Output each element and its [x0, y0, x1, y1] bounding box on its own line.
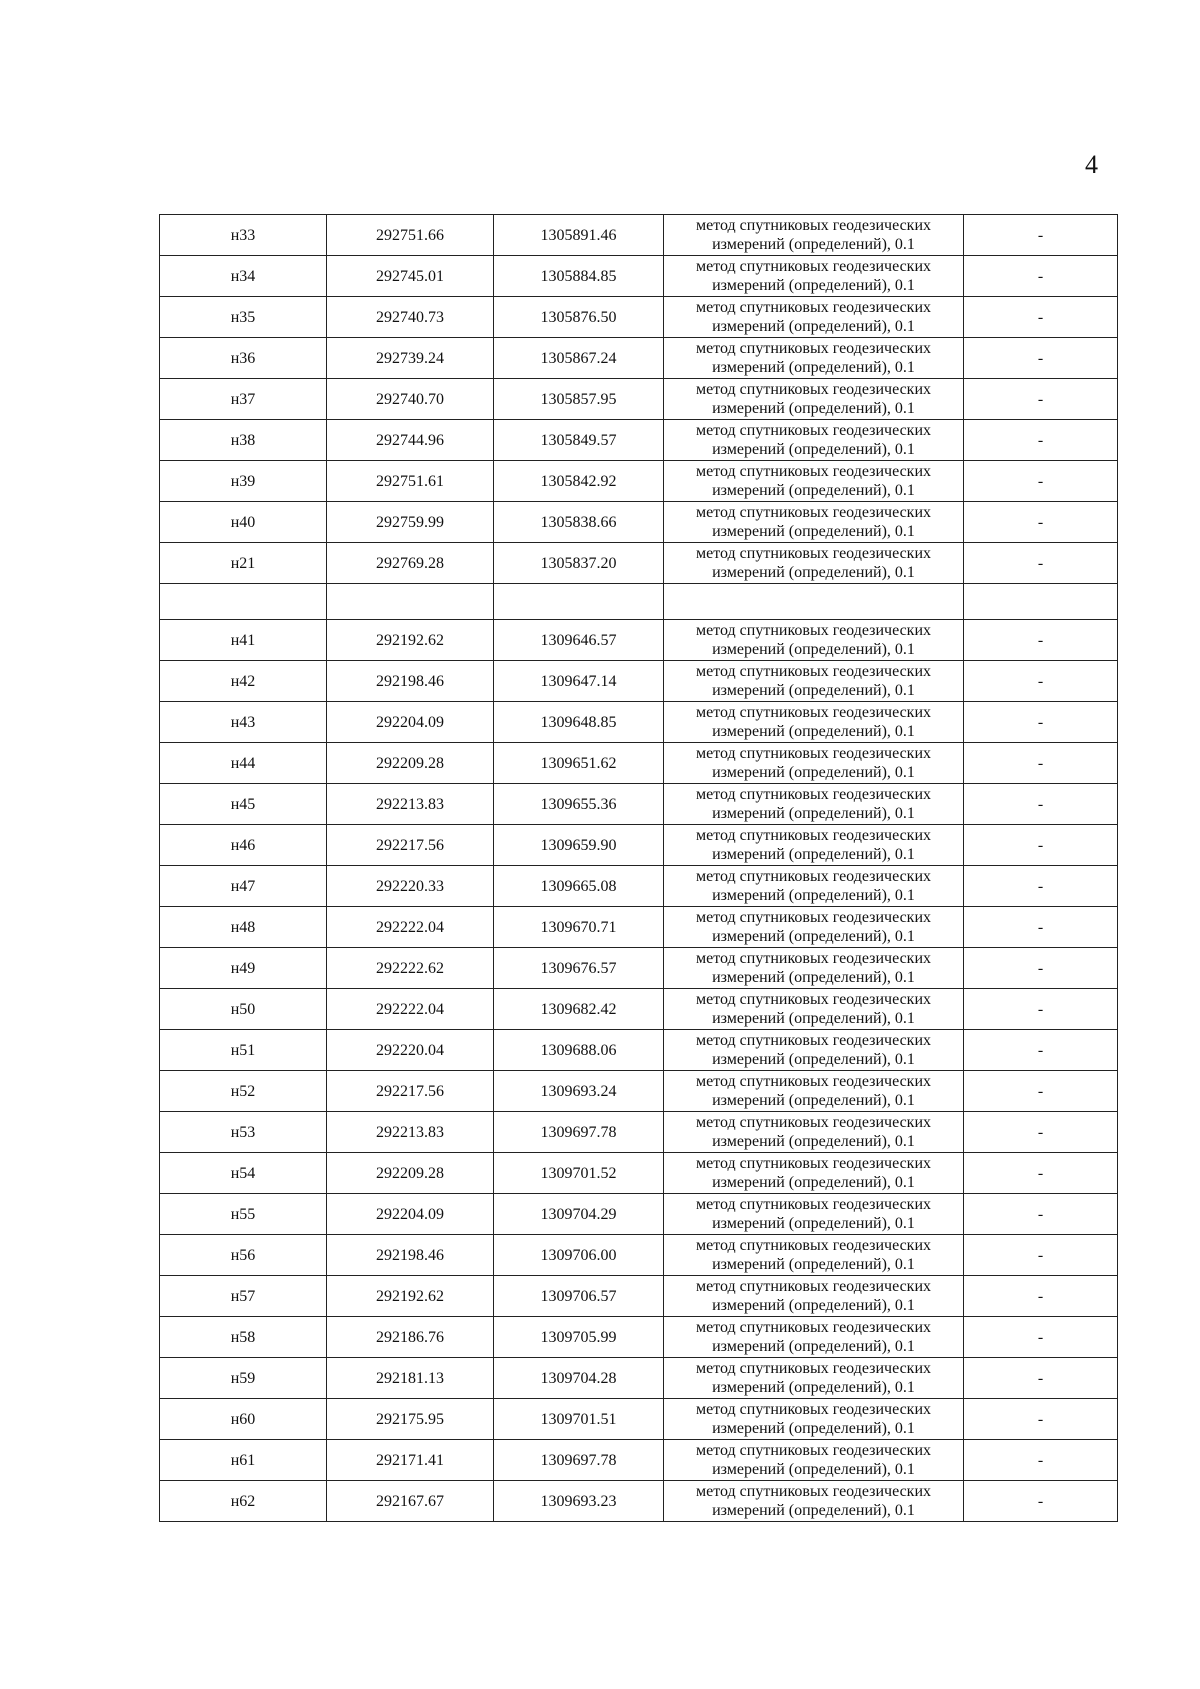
method-cell — [664, 825, 964, 866]
point-name-cell: н46 — [160, 825, 327, 866]
y-coordinate-cell: 1309682.42 — [494, 989, 664, 1030]
method-line-1: метод спутниковых геодезических — [695, 1483, 932, 1500]
y-coordinate-cell: 1309670.71 — [494, 907, 664, 948]
x-coordinate-cell: 292769.28 — [327, 543, 494, 584]
method-line-1: метод спутниковых геодезических — [695, 745, 932, 762]
method-line-2: измерений (определений), 0.1 — [712, 1010, 915, 1027]
point-name-cell: н36 — [160, 338, 327, 379]
method-cell — [664, 297, 964, 338]
point-name-cell: н40 — [160, 502, 327, 543]
method-cell — [664, 866, 964, 907]
method-line-2: измерений (определений), 0.1 — [712, 887, 915, 904]
method-cell — [664, 1112, 964, 1153]
x-coordinate-cell: 292739.24 — [327, 338, 494, 379]
coordinates-table-body — [160, 215, 1118, 1522]
y-coordinate-cell: 1309647.14 — [494, 661, 664, 702]
x-coordinate-cell: 292217.56 — [327, 825, 494, 866]
point-name-cell: н62 — [160, 1481, 327, 1522]
y-coordinate-cell: 1309701.52 — [494, 1153, 664, 1194]
point-name-cell: н47 — [160, 866, 327, 907]
x-coordinate-cell: 292222.62 — [327, 948, 494, 989]
y-coordinate-cell: 1309697.78 — [494, 1112, 664, 1153]
empty-cell — [494, 584, 664, 620]
method-cell — [664, 1071, 964, 1112]
y-coordinate-cell: 1309704.28 — [494, 1358, 664, 1399]
table-row — [160, 661, 1118, 702]
method-line-1: метод спутниковых геодезических — [695, 663, 932, 680]
extra-value-cell: - — [964, 702, 1118, 743]
method-line-2: измерений (определений), 0.1 — [712, 359, 915, 376]
point-name-cell: н41 — [160, 620, 327, 661]
extra-value-cell: - — [964, 989, 1118, 1030]
extra-value-cell: - — [964, 420, 1118, 461]
method-line-1: метод спутниковых геодезических — [695, 504, 932, 521]
y-coordinate-cell: 1309655.36 — [494, 784, 664, 825]
method-line-2: измерений (определений), 0.1 — [712, 1174, 915, 1191]
table-row — [160, 989, 1118, 1030]
y-coordinate-cell: 1305867.24 — [494, 338, 664, 379]
method-cell — [664, 620, 964, 661]
method-cell — [664, 461, 964, 502]
table-row — [160, 1071, 1118, 1112]
x-coordinate-cell: 292204.09 — [327, 702, 494, 743]
y-coordinate-cell: 1309651.62 — [494, 743, 664, 784]
extra-value-cell: - — [964, 1481, 1118, 1522]
extra-value-cell: - — [964, 256, 1118, 297]
x-coordinate-cell: 292198.46 — [327, 1235, 494, 1276]
x-coordinate-cell: 292740.70 — [327, 379, 494, 420]
method-line-1: метод спутниковых геодезических — [695, 422, 932, 439]
y-coordinate-cell: 1309697.78 — [494, 1440, 664, 1481]
table-row — [160, 1440, 1118, 1481]
point-name-cell: н45 — [160, 784, 327, 825]
method-line-2: измерений (определений), 0.1 — [712, 764, 915, 781]
method-cell — [664, 543, 964, 584]
x-coordinate-cell: 292213.83 — [327, 1112, 494, 1153]
table-row — [160, 702, 1118, 743]
method-line-1: метод спутниковых геодезических — [695, 299, 932, 316]
method-line-1: метод спутниковых геодезических — [695, 463, 932, 480]
x-coordinate-cell: 292204.09 — [327, 1194, 494, 1235]
method-line-1: метод спутниковых геодезических — [695, 704, 932, 721]
method-line-1: метод спутниковых геодезических — [695, 909, 932, 926]
point-name-cell: н35 — [160, 297, 327, 338]
y-coordinate-cell: 1309706.57 — [494, 1276, 664, 1317]
table-row — [160, 1481, 1118, 1522]
method-line-1: метод спутниковых геодезических — [695, 381, 932, 398]
table-row — [160, 461, 1118, 502]
method-line-1: метод спутниковых геодезических — [695, 1114, 932, 1131]
method-line-2: измерений (определений), 0.1 — [712, 523, 915, 540]
extra-value-cell: - — [964, 620, 1118, 661]
y-coordinate-cell: 1309701.51 — [494, 1399, 664, 1440]
method-line-1: метод спутниковых геодезических — [695, 1319, 932, 1336]
table-row — [160, 215, 1118, 256]
y-coordinate-cell: 1305838.66 — [494, 502, 664, 543]
table-row — [160, 948, 1118, 989]
point-name-cell: н49 — [160, 948, 327, 989]
y-coordinate-cell: 1305842.92 — [494, 461, 664, 502]
method-cell — [664, 989, 964, 1030]
table-row — [160, 825, 1118, 866]
method-cell — [664, 256, 964, 297]
extra-value-cell: - — [964, 866, 1118, 907]
table-row — [160, 1030, 1118, 1071]
x-coordinate-cell: 292198.46 — [327, 661, 494, 702]
point-name-cell: н56 — [160, 1235, 327, 1276]
method-cell — [664, 379, 964, 420]
method-cell — [664, 784, 964, 825]
method-line-2: измерений (определений), 0.1 — [712, 1379, 915, 1396]
point-name-cell: н48 — [160, 907, 327, 948]
point-name-cell: н54 — [160, 1153, 327, 1194]
method-line-2: измерений (определений), 0.1 — [712, 318, 915, 335]
extra-value-cell: - — [964, 297, 1118, 338]
method-line-2: измерений (определений), 0.1 — [712, 1297, 915, 1314]
x-coordinate-cell: 292751.61 — [327, 461, 494, 502]
page-number: 4 — [1085, 150, 1098, 179]
method-line-1: метод спутниковых геодезических — [695, 1196, 932, 1213]
table-row — [160, 1358, 1118, 1399]
method-cell — [664, 702, 964, 743]
x-coordinate-cell: 292220.04 — [327, 1030, 494, 1071]
method-cell — [664, 1440, 964, 1481]
method-line-2: измерений (определений), 0.1 — [712, 482, 915, 499]
method-line-2: измерений (определений), 0.1 — [712, 564, 915, 581]
x-coordinate-cell: 292186.76 — [327, 1317, 494, 1358]
method-cell — [664, 1399, 964, 1440]
method-line-2: измерений (определений), 0.1 — [712, 1133, 915, 1150]
method-line-2: измерений (определений), 0.1 — [712, 805, 915, 822]
x-coordinate-cell: 292209.28 — [327, 743, 494, 784]
method-line-2: измерений (определений), 0.1 — [712, 1461, 915, 1478]
method-cell — [664, 338, 964, 379]
method-line-1: метод спутниковых геодезических — [695, 258, 932, 275]
table-row — [160, 502, 1118, 543]
method-line-1: метод спутниковых геодезических — [695, 545, 932, 562]
method-cell — [664, 743, 964, 784]
method-line-2: измерений (определений), 0.1 — [712, 236, 915, 253]
table-row — [160, 1317, 1118, 1358]
point-name-cell: н51 — [160, 1030, 327, 1071]
method-line-1: метод спутниковых геодезических — [695, 1278, 932, 1295]
point-name-cell: н53 — [160, 1112, 327, 1153]
method-line-1: метод спутниковых геодезических — [695, 868, 932, 885]
extra-value-cell: - — [964, 661, 1118, 702]
x-coordinate-cell: 292167.67 — [327, 1481, 494, 1522]
table-row — [160, 256, 1118, 297]
method-line-1: метод спутниковых геодезических — [695, 786, 932, 803]
empty-cell — [327, 584, 494, 620]
table-row — [160, 784, 1118, 825]
extra-value-cell: - — [964, 1358, 1118, 1399]
table-row — [160, 1153, 1118, 1194]
extra-value-cell: - — [964, 1440, 1118, 1481]
method-cell — [664, 1481, 964, 1522]
table-row — [160, 420, 1118, 461]
method-line-1: метод спутниковых геодезических — [695, 950, 932, 967]
table-row — [160, 866, 1118, 907]
x-coordinate-cell: 292759.99 — [327, 502, 494, 543]
extra-value-cell: - — [964, 825, 1118, 866]
method-cell — [664, 1153, 964, 1194]
point-name-cell: н60 — [160, 1399, 327, 1440]
method-line-2: измерений (определений), 0.1 — [712, 723, 915, 740]
y-coordinate-cell: 1309676.57 — [494, 948, 664, 989]
point-name-cell: н61 — [160, 1440, 327, 1481]
method-cell — [664, 661, 964, 702]
extra-value-cell: - — [964, 543, 1118, 584]
table-row — [160, 379, 1118, 420]
point-name-cell: н39 — [160, 461, 327, 502]
extra-value-cell: - — [964, 1235, 1118, 1276]
x-coordinate-cell: 292192.62 — [327, 1276, 494, 1317]
table-row — [160, 338, 1118, 379]
x-coordinate-cell: 292181.13 — [327, 1358, 494, 1399]
point-name-cell: н58 — [160, 1317, 327, 1358]
point-name-cell: н38 — [160, 420, 327, 461]
y-coordinate-cell: 1305849.57 — [494, 420, 664, 461]
extra-value-cell: - — [964, 338, 1118, 379]
method-line-1: метод спутниковых геодезических — [695, 827, 932, 844]
method-line-1: метод спутниковых геодезических — [695, 1032, 932, 1049]
method-line-1: метод спутниковых геодезических — [695, 1442, 932, 1459]
point-name-cell: н50 — [160, 989, 327, 1030]
table-row — [160, 743, 1118, 784]
method-cell — [664, 1030, 964, 1071]
point-name-cell: н33 — [160, 215, 327, 256]
extra-value-cell: - — [964, 1030, 1118, 1071]
y-coordinate-cell: 1309693.24 — [494, 1071, 664, 1112]
table-row — [160, 1194, 1118, 1235]
x-coordinate-cell: 292220.33 — [327, 866, 494, 907]
method-cell — [664, 907, 964, 948]
x-coordinate-cell: 292175.95 — [327, 1399, 494, 1440]
method-line-2: измерений (определений), 0.1 — [712, 928, 915, 945]
x-coordinate-cell: 292171.41 — [327, 1440, 494, 1481]
extra-value-cell: - — [964, 1317, 1118, 1358]
method-line-2: измерений (определений), 0.1 — [712, 400, 915, 417]
method-cell — [664, 1235, 964, 1276]
table-row — [160, 1112, 1118, 1153]
method-line-2: измерений (определений), 0.1 — [712, 1420, 915, 1437]
y-coordinate-cell: 1305876.50 — [494, 297, 664, 338]
method-line-2: измерений (определений), 0.1 — [712, 1051, 915, 1068]
method-line-1: метод спутниковых геодезических — [695, 217, 932, 234]
point-name-cell: н57 — [160, 1276, 327, 1317]
point-name-cell: н42 — [160, 661, 327, 702]
x-coordinate-cell: 292192.62 — [327, 620, 494, 661]
point-name-cell: н44 — [160, 743, 327, 784]
coordinates-table — [159, 214, 1118, 1522]
y-coordinate-cell: 1309646.57 — [494, 620, 664, 661]
extra-value-cell: - — [964, 1153, 1118, 1194]
extra-value-cell: - — [964, 948, 1118, 989]
extra-value-cell: - — [964, 502, 1118, 543]
point-name-cell: н34 — [160, 256, 327, 297]
method-line-2: измерений (определений), 0.1 — [712, 969, 915, 986]
method-cell — [664, 1194, 964, 1235]
y-coordinate-cell: 1309659.90 — [494, 825, 664, 866]
point-name-cell: н52 — [160, 1071, 327, 1112]
method-line-2: измерений (определений), 0.1 — [712, 1215, 915, 1232]
table-row — [160, 1276, 1118, 1317]
method-cell — [664, 948, 964, 989]
method-line-2: измерений (определений), 0.1 — [712, 441, 915, 458]
extra-value-cell: - — [964, 1194, 1118, 1235]
x-coordinate-cell: 292744.96 — [327, 420, 494, 461]
y-coordinate-cell: 1305891.46 — [494, 215, 664, 256]
x-coordinate-cell: 292751.66 — [327, 215, 494, 256]
extra-value-cell: - — [964, 743, 1118, 784]
table-row — [160, 620, 1118, 661]
table-row — [160, 907, 1118, 948]
y-coordinate-cell: 1309706.00 — [494, 1235, 664, 1276]
x-coordinate-cell: 292217.56 — [327, 1071, 494, 1112]
empty-cell — [964, 584, 1118, 620]
y-coordinate-cell: 1305837.20 — [494, 543, 664, 584]
y-coordinate-cell: 1309688.06 — [494, 1030, 664, 1071]
table-row — [160, 1235, 1118, 1276]
method-line-2: измерений (определений), 0.1 — [712, 846, 915, 863]
x-coordinate-cell: 292222.04 — [327, 989, 494, 1030]
x-coordinate-cell: 292213.83 — [327, 784, 494, 825]
method-line-1: метод спутниковых геодезических — [695, 991, 932, 1008]
method-line-1: метод спутниковых геодезических — [695, 1237, 932, 1254]
method-line-1: метод спутниковых геодезических — [695, 1073, 932, 1090]
y-coordinate-cell: 1309665.08 — [494, 866, 664, 907]
table-row — [160, 1399, 1118, 1440]
y-coordinate-cell: 1305884.85 — [494, 256, 664, 297]
extra-value-cell: - — [964, 461, 1118, 502]
extra-value-cell: - — [964, 379, 1118, 420]
y-coordinate-cell: 1309705.99 — [494, 1317, 664, 1358]
table-row — [160, 297, 1118, 338]
method-cell — [664, 215, 964, 256]
method-line-1: метод спутниковых геодезических — [695, 1155, 932, 1172]
method-line-2: измерений (определений), 0.1 — [712, 1338, 915, 1355]
method-line-1: метод спутниковых геодезических — [695, 1401, 932, 1418]
empty-cell — [664, 584, 964, 620]
x-coordinate-cell: 292740.73 — [327, 297, 494, 338]
method-line-1: метод спутниковых геодезических — [695, 340, 932, 357]
method-line-2: измерений (определений), 0.1 — [712, 682, 915, 699]
x-coordinate-cell: 292209.28 — [327, 1153, 494, 1194]
y-coordinate-cell: 1309648.85 — [494, 702, 664, 743]
method-cell — [664, 1358, 964, 1399]
method-cell — [664, 502, 964, 543]
point-name-cell: н55 — [160, 1194, 327, 1235]
y-coordinate-cell: 1309693.23 — [494, 1481, 664, 1522]
point-name-cell: н37 — [160, 379, 327, 420]
point-name-cell: н21 — [160, 543, 327, 584]
method-line-1: метод спутниковых геодезических — [695, 622, 932, 639]
method-cell — [664, 420, 964, 461]
extra-value-cell: - — [964, 1399, 1118, 1440]
table-row — [160, 543, 1118, 584]
extra-value-cell: - — [964, 907, 1118, 948]
extra-value-cell: - — [964, 1112, 1118, 1153]
method-cell — [664, 1317, 964, 1358]
method-line-2: измерений (определений), 0.1 — [712, 1256, 915, 1273]
blank-separator-row — [160, 584, 1118, 620]
point-name-cell: н43 — [160, 702, 327, 743]
extra-value-cell: - — [964, 1071, 1118, 1112]
empty-cell — [160, 584, 327, 620]
extra-value-cell: - — [964, 1276, 1118, 1317]
extra-value-cell: - — [964, 215, 1118, 256]
method-line-2: измерений (определений), 0.1 — [712, 277, 915, 294]
method-cell — [664, 1276, 964, 1317]
method-line-2: измерений (определений), 0.1 — [712, 1502, 915, 1519]
method-line-1: метод спутниковых геодезических — [695, 1360, 932, 1377]
extra-value-cell: - — [964, 784, 1118, 825]
method-line-2: измерений (определений), 0.1 — [712, 641, 915, 658]
x-coordinate-cell: 292222.04 — [327, 907, 494, 948]
y-coordinate-cell: 1305857.95 — [494, 379, 664, 420]
y-coordinate-cell: 1309704.29 — [494, 1194, 664, 1235]
point-name-cell: н59 — [160, 1358, 327, 1399]
method-line-2: измерений (определений), 0.1 — [712, 1092, 915, 1109]
x-coordinate-cell: 292745.01 — [327, 256, 494, 297]
